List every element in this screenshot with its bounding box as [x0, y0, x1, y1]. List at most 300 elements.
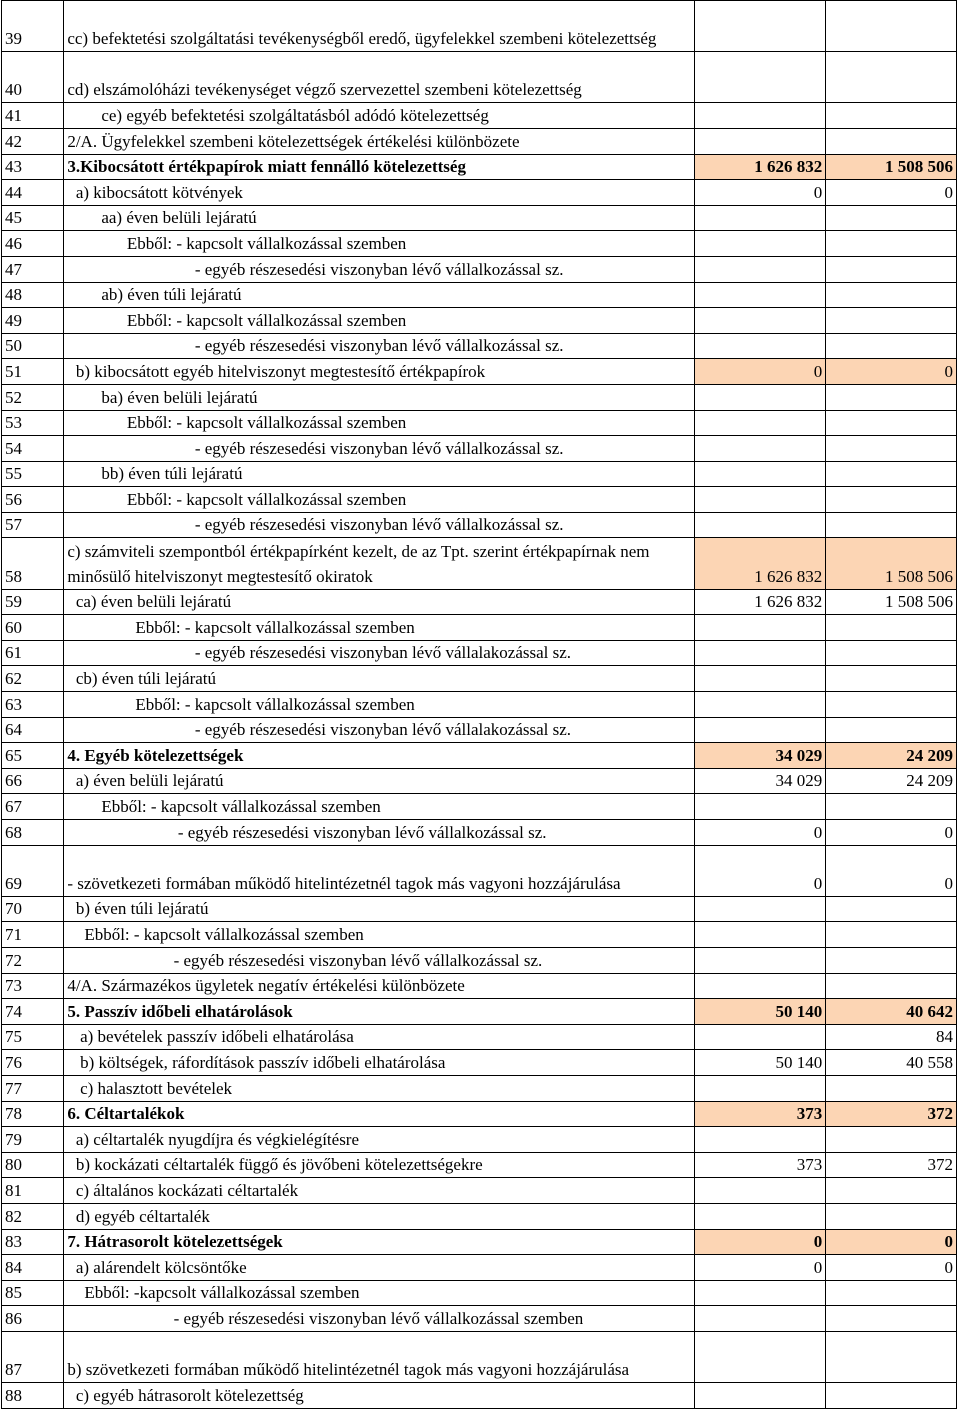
value-current — [694, 52, 826, 103]
row-label-text: a) alárendelt kölcsöntőke — [67, 1257, 247, 1277]
value-previous — [826, 1127, 957, 1153]
table-row — [2, 1203, 957, 1229]
row-label — [64, 538, 694, 589]
row-label — [64, 359, 694, 385]
row-number: 54 — [2, 436, 64, 462]
row-number: 68 — [2, 820, 64, 846]
row-label — [64, 717, 694, 743]
row-label-text: Ebből: - kapcsolt vállalkozással szemben — [67, 310, 407, 330]
row-label — [64, 1075, 694, 1101]
row-number: 42 — [2, 128, 64, 154]
value-previous — [826, 410, 957, 436]
row-label-text: Ebből: -kapcsolt vállalkozással szemben — [67, 1283, 360, 1303]
table-row — [2, 922, 957, 948]
table-row — [2, 487, 957, 513]
table-row — [2, 1050, 957, 1076]
row-number: 39 — [2, 1, 64, 52]
value-previous — [826, 231, 957, 257]
table-row — [2, 384, 957, 410]
table-row — [2, 103, 957, 129]
value-previous — [826, 615, 957, 641]
table-row — [2, 1255, 957, 1281]
row-label — [64, 1229, 694, 1255]
value-current — [694, 1331, 826, 1382]
row-label-text: - egyéb részesedési viszonyban lévő vállalkozással sz. — [67, 336, 564, 356]
row-label — [64, 1203, 694, 1229]
value-previous — [826, 282, 957, 308]
value-current — [694, 1306, 826, 1332]
row-number: 88 — [2, 1383, 64, 1409]
row-label-text: b) éven túli lejáratú — [67, 899, 209, 919]
row-label — [64, 512, 694, 538]
value-previous: 1 508 506 — [826, 589, 957, 615]
row-label-text: Ebből: - kapcsolt vállalkozással szemben — [67, 233, 407, 253]
table-row — [2, 743, 957, 769]
row-label — [64, 922, 694, 948]
row-label-text: 4/A. Származékos ügyletek negatív értékelési különbözete — [67, 976, 465, 996]
value-previous — [826, 436, 957, 462]
row-label-text: a) bevételek passzív időbeli elhatárolása — [67, 1027, 354, 1047]
value-previous — [826, 1331, 957, 1382]
value-previous — [826, 896, 957, 922]
table-row — [2, 512, 957, 538]
value-current — [694, 615, 826, 641]
row-label-text: - egyéb részesedési viszonyban lévő vállalkozással sz. — [67, 259, 564, 279]
value-previous: 84 — [826, 1024, 957, 1050]
row-label-text: c) egyéb hátrasorolt kötelezettség — [67, 1385, 304, 1405]
row-label — [64, 692, 694, 718]
row-label — [64, 1331, 694, 1382]
row-label — [64, 461, 694, 487]
row-label-text: c) halasztott bevételek — [67, 1078, 233, 1098]
table-row — [2, 359, 957, 385]
value-previous: 24 209 — [826, 768, 957, 794]
value-previous — [826, 692, 957, 718]
row-number: 41 — [2, 103, 64, 129]
row-label — [64, 52, 694, 103]
table-row — [2, 717, 957, 743]
value-current — [694, 1203, 826, 1229]
table-row — [2, 1280, 957, 1306]
table-row — [2, 410, 957, 436]
value-previous — [826, 384, 957, 410]
row-number: 46 — [2, 231, 64, 257]
value-previous — [826, 1075, 957, 1101]
row-number: 51 — [2, 359, 64, 385]
row-label — [64, 1280, 694, 1306]
row-label — [64, 1383, 694, 1409]
value-current — [694, 308, 826, 334]
row-label — [64, 154, 694, 180]
table-row — [2, 1075, 957, 1101]
row-number: 82 — [2, 1203, 64, 1229]
row-label-text: 2/A. Ügyfelekkel szembeni kötelezettségek értékelési különbözete — [67, 131, 520, 151]
value-current — [694, 128, 826, 154]
table-row — [2, 308, 957, 334]
table-row — [2, 128, 957, 154]
row-label-text: Ebből: - kapcsolt vállalkozással szemben — [67, 797, 381, 816]
table-row — [2, 1331, 957, 1382]
row-label — [64, 487, 694, 513]
table-row — [2, 180, 957, 206]
value-current — [694, 1178, 826, 1204]
value-current: 50 140 — [694, 999, 826, 1025]
row-label-text: 5. Passzív időbeli elhatárolások — [67, 1001, 293, 1021]
table-row — [2, 794, 957, 820]
row-number: 70 — [2, 896, 64, 922]
row-label — [64, 333, 694, 359]
row-label-text: Ebből: - kapcsolt vállalkozással szemben — [67, 617, 415, 637]
row-number: 83 — [2, 1229, 64, 1255]
value-previous — [826, 487, 957, 513]
value-previous — [826, 666, 957, 692]
row-number: 60 — [2, 615, 64, 641]
table-row — [2, 1178, 957, 1204]
value-previous: 0 — [826, 1255, 957, 1281]
row-number: 72 — [2, 947, 64, 973]
value-current — [694, 231, 826, 257]
row-number: 73 — [2, 973, 64, 999]
value-previous — [826, 308, 957, 334]
value-current — [694, 410, 826, 436]
value-current — [694, 922, 826, 948]
row-number: 77 — [2, 1075, 64, 1101]
table-row — [2, 1101, 957, 1127]
table-row — [2, 1152, 957, 1178]
balance-sheet-table — [1, 0, 957, 1409]
row-label — [64, 180, 694, 206]
row-label-text: cb) éven túli lejáratú — [67, 669, 216, 689]
value-current — [694, 973, 826, 999]
row-label-text: d) egyéb céltartalék — [67, 1206, 210, 1226]
row-label — [64, 1178, 694, 1204]
value-previous — [826, 256, 957, 282]
row-number: 44 — [2, 180, 64, 206]
value-previous: 0 — [826, 359, 957, 385]
table-row — [2, 820, 957, 846]
value-current — [694, 1, 826, 52]
value-previous — [826, 128, 957, 154]
row-label — [64, 1024, 694, 1050]
value-previous: 40 558 — [826, 1050, 957, 1076]
value-current: 1 626 832 — [694, 154, 826, 180]
row-label — [64, 103, 694, 129]
row-label — [64, 589, 694, 615]
table-row — [2, 973, 957, 999]
value-current — [694, 692, 826, 718]
value-previous: 1 508 506 — [826, 538, 957, 589]
row-label-text: c) általános kockázati céltartalék — [67, 1180, 299, 1200]
row-label — [64, 256, 694, 282]
row-number: 75 — [2, 1024, 64, 1050]
row-label — [64, 1127, 694, 1153]
row-label — [64, 308, 694, 334]
value-previous — [826, 333, 957, 359]
table-row — [2, 1024, 957, 1050]
row-label-text: 3.Kibocsátott értékpapírok miatt fennálló kötelezettség — [67, 157, 466, 177]
value-previous: 0 — [826, 845, 957, 896]
row-label-text: c) számviteli szempontból értékpapírként kezelt, de az Tpt. szerint értékpapírnak nem minősülő hitelviszonyt megtestesítő okiratok — [67, 541, 650, 586]
row-number: 53 — [2, 410, 64, 436]
table-row — [2, 333, 957, 359]
row-number: 87 — [2, 1331, 64, 1382]
table-row — [2, 52, 957, 103]
row-number: 57 — [2, 512, 64, 538]
row-label-text: ca) éven belüli lejáratú — [67, 592, 232, 612]
row-label — [64, 1255, 694, 1281]
table-row — [2, 666, 957, 692]
value-previous — [826, 794, 957, 820]
row-number: 58 — [2, 538, 64, 589]
row-label — [64, 410, 694, 436]
row-label-text: 6. Céltartalékok — [67, 1104, 185, 1124]
value-current — [694, 1127, 826, 1153]
value-previous — [826, 1306, 957, 1332]
row-number: 85 — [2, 1280, 64, 1306]
value-previous — [826, 1383, 957, 1409]
table-body — [2, 1, 957, 1409]
value-current — [694, 640, 826, 666]
row-label-text: Ebből: - kapcsolt vállalkozással szemben — [67, 924, 364, 944]
row-number: 84 — [2, 1255, 64, 1281]
row-label — [64, 973, 694, 999]
row-number: 69 — [2, 845, 64, 896]
row-label — [64, 768, 694, 794]
table-row — [2, 256, 957, 282]
row-number: 50 — [2, 333, 64, 359]
row-label — [64, 666, 694, 692]
table-row — [2, 692, 957, 718]
row-number: 45 — [2, 205, 64, 231]
row-number: 76 — [2, 1050, 64, 1076]
value-current — [694, 487, 826, 513]
value-current: 50 140 — [694, 1050, 826, 1076]
row-label — [64, 947, 694, 973]
row-number: 86 — [2, 1306, 64, 1332]
row-label — [64, 384, 694, 410]
row-label-text: - egyéb részesedési viszonyban lévő vállalkozással szemben — [67, 1308, 584, 1328]
row-label — [64, 205, 694, 231]
value-current: 0 — [694, 1255, 826, 1281]
row-number: 65 — [2, 743, 64, 769]
row-number: 47 — [2, 256, 64, 282]
table-row — [2, 436, 957, 462]
row-label — [64, 1152, 694, 1178]
table-row — [2, 461, 957, 487]
row-label — [64, 615, 694, 641]
value-current: 1 626 832 — [694, 589, 826, 615]
row-number: 74 — [2, 999, 64, 1025]
table-row — [2, 640, 957, 666]
value-previous — [826, 1280, 957, 1306]
value-current — [694, 1024, 826, 1050]
value-current — [694, 282, 826, 308]
value-current: 0 — [694, 359, 826, 385]
value-current: 0 — [694, 1229, 826, 1255]
table-row — [2, 589, 957, 615]
value-previous — [826, 103, 957, 129]
table-row — [2, 1, 957, 52]
row-label-text: b) szövetkezeti formában működő hitelintézetnél tagok más vagyoni hozzájárulása — [67, 1360, 630, 1380]
value-current — [694, 333, 826, 359]
value-current: 1 626 832 — [694, 538, 826, 589]
table-row — [2, 896, 957, 922]
value-current — [694, 947, 826, 973]
value-current — [694, 1383, 826, 1409]
row-label — [64, 128, 694, 154]
row-number: 48 — [2, 282, 64, 308]
value-previous: 372 — [826, 1152, 957, 1178]
value-current — [694, 896, 826, 922]
row-label-text: 7. Hátrasorolt kötelezettségek — [67, 1232, 283, 1252]
value-current: 0 — [694, 845, 826, 896]
row-label — [64, 999, 694, 1025]
value-current — [694, 717, 826, 743]
value-current — [694, 512, 826, 538]
row-label-text: ab) éven túli lejáratú — [67, 285, 242, 305]
value-previous: 0 — [826, 180, 957, 206]
row-label — [64, 231, 694, 257]
row-label-text: Ebből: - kapcsolt vállalkozással szemben — [67, 489, 407, 509]
row-label — [64, 640, 694, 666]
row-label-text: cd) elszámolóházi tevékenységet végző szervezettel szembeni kötelezettség — [67, 80, 582, 100]
value-current: 373 — [694, 1101, 826, 1127]
value-previous — [826, 973, 957, 999]
value-current — [694, 461, 826, 487]
row-number: 40 — [2, 52, 64, 103]
row-number: 52 — [2, 384, 64, 410]
table-row — [2, 845, 957, 896]
value-previous: 0 — [826, 820, 957, 846]
row-label-text: b) kockázati céltartalék függő és jövőbeni kötelezettségekre — [67, 1155, 483, 1175]
value-current — [694, 1075, 826, 1101]
value-previous: 1 508 506 — [826, 154, 957, 180]
row-number: 59 — [2, 589, 64, 615]
row-label-text: - egyéb részesedési viszonyban lévő vállalakozással sz. — [67, 643, 572, 663]
value-previous — [826, 1178, 957, 1204]
value-current — [694, 384, 826, 410]
row-number: 67 — [2, 794, 64, 820]
row-label-text: b) költségek, ráfordítások passzív időbeli elhatárolása — [67, 1052, 446, 1072]
row-label — [64, 282, 694, 308]
row-label-text: ba) éven belüli lejáratú — [67, 387, 258, 407]
row-number: 79 — [2, 1127, 64, 1153]
value-previous — [826, 947, 957, 973]
row-label-text: ce) egyéb befektetési szolgáltatásból adódó kötelezettség — [67, 105, 489, 125]
row-number: 43 — [2, 154, 64, 180]
row-number: 78 — [2, 1101, 64, 1127]
value-previous: 0 — [826, 1229, 957, 1255]
row-label-text: b) kibocsátott egyéb hitelviszonyt megtestesítő értékpapírok — [67, 361, 486, 381]
row-label — [64, 1306, 694, 1332]
value-current — [694, 103, 826, 129]
row-label — [64, 1050, 694, 1076]
row-label — [64, 820, 694, 846]
value-current — [694, 666, 826, 692]
value-previous — [826, 461, 957, 487]
row-number: 61 — [2, 640, 64, 666]
row-label — [64, 794, 694, 820]
row-label — [64, 436, 694, 462]
row-label-text: bb) éven túli lejáratú — [67, 464, 243, 484]
value-previous: 372 — [826, 1101, 957, 1127]
row-label-text: - szövetkezeti formában működő hitelintézetnél tagok más vagyoni hozzájárulása — [67, 873, 621, 893]
row-number: 64 — [2, 717, 64, 743]
table-row — [2, 768, 957, 794]
row-number: 56 — [2, 487, 64, 513]
row-label — [64, 845, 694, 896]
value-previous — [826, 717, 957, 743]
value-current — [694, 1280, 826, 1306]
row-number: 66 — [2, 768, 64, 794]
value-current: 0 — [694, 180, 826, 206]
value-previous: 24 209 — [826, 743, 957, 769]
value-previous — [826, 922, 957, 948]
row-label-text: Ebből: - kapcsolt vállalkozással szemben — [67, 694, 415, 714]
value-current: 0 — [694, 820, 826, 846]
row-label-text: - egyéb részesedési viszonyban lévő vállalkozással sz. — [67, 515, 564, 535]
value-previous — [826, 640, 957, 666]
table-row — [2, 231, 957, 257]
value-previous — [826, 52, 957, 103]
table-row — [2, 615, 957, 641]
row-label-text: a) éven belüli lejáratú — [67, 771, 224, 791]
table-row — [2, 1127, 957, 1153]
row-number: 49 — [2, 308, 64, 334]
table-row — [2, 282, 957, 308]
value-previous — [826, 205, 957, 231]
table-row — [2, 205, 957, 231]
row-number: 63 — [2, 692, 64, 718]
row-number: 62 — [2, 666, 64, 692]
row-label-text: aa) éven belüli lejáratú — [67, 208, 257, 228]
row-label — [64, 1101, 694, 1127]
row-label-text: a) kibocsátott kötvények — [67, 182, 243, 202]
table-row — [2, 999, 957, 1025]
row-label-text: 4. Egyéb kötelezettségek — [67, 745, 244, 765]
value-previous: 40 642 — [826, 999, 957, 1025]
row-number: 55 — [2, 461, 64, 487]
table-row — [2, 1229, 957, 1255]
row-label — [64, 1, 694, 52]
table-row — [2, 538, 957, 589]
value-previous — [826, 1, 957, 52]
table-row — [2, 947, 957, 973]
table-row — [2, 1306, 957, 1332]
value-current: 34 029 — [694, 743, 826, 769]
row-label-text: - egyéb részesedési viszonyban lévő vállalkozással sz. — [67, 438, 564, 458]
row-label-text: Ebből: - kapcsolt vállalkozással szemben — [67, 413, 407, 433]
value-current — [694, 256, 826, 282]
row-label-text: - egyéb részesedési viszonyban lévő vállalkozással sz. — [67, 822, 547, 842]
row-label-text: - egyéb részesedési viszonyban lévő vállalakozással sz. — [67, 720, 572, 740]
value-current: 373 — [694, 1152, 826, 1178]
value-current — [694, 205, 826, 231]
row-label — [64, 896, 694, 922]
row-number: 81 — [2, 1178, 64, 1204]
table-row — [2, 1383, 957, 1409]
row-label-text: - egyéb részesedési viszonyban lévő vállalkozással sz. — [67, 950, 543, 970]
table-row — [2, 154, 957, 180]
row-number: 71 — [2, 922, 64, 948]
row-label-text: cc) befektetési szolgáltatási tevékenységből eredő, ügyfelekkel szembeni kötelezettség — [67, 29, 657, 49]
value-previous — [826, 1203, 957, 1229]
row-label — [64, 743, 694, 769]
row-label-text: a) céltartalék nyugdíjra és végkielégítésre — [67, 1129, 360, 1149]
value-current — [694, 794, 826, 820]
row-number: 80 — [2, 1152, 64, 1178]
value-previous — [826, 512, 957, 538]
